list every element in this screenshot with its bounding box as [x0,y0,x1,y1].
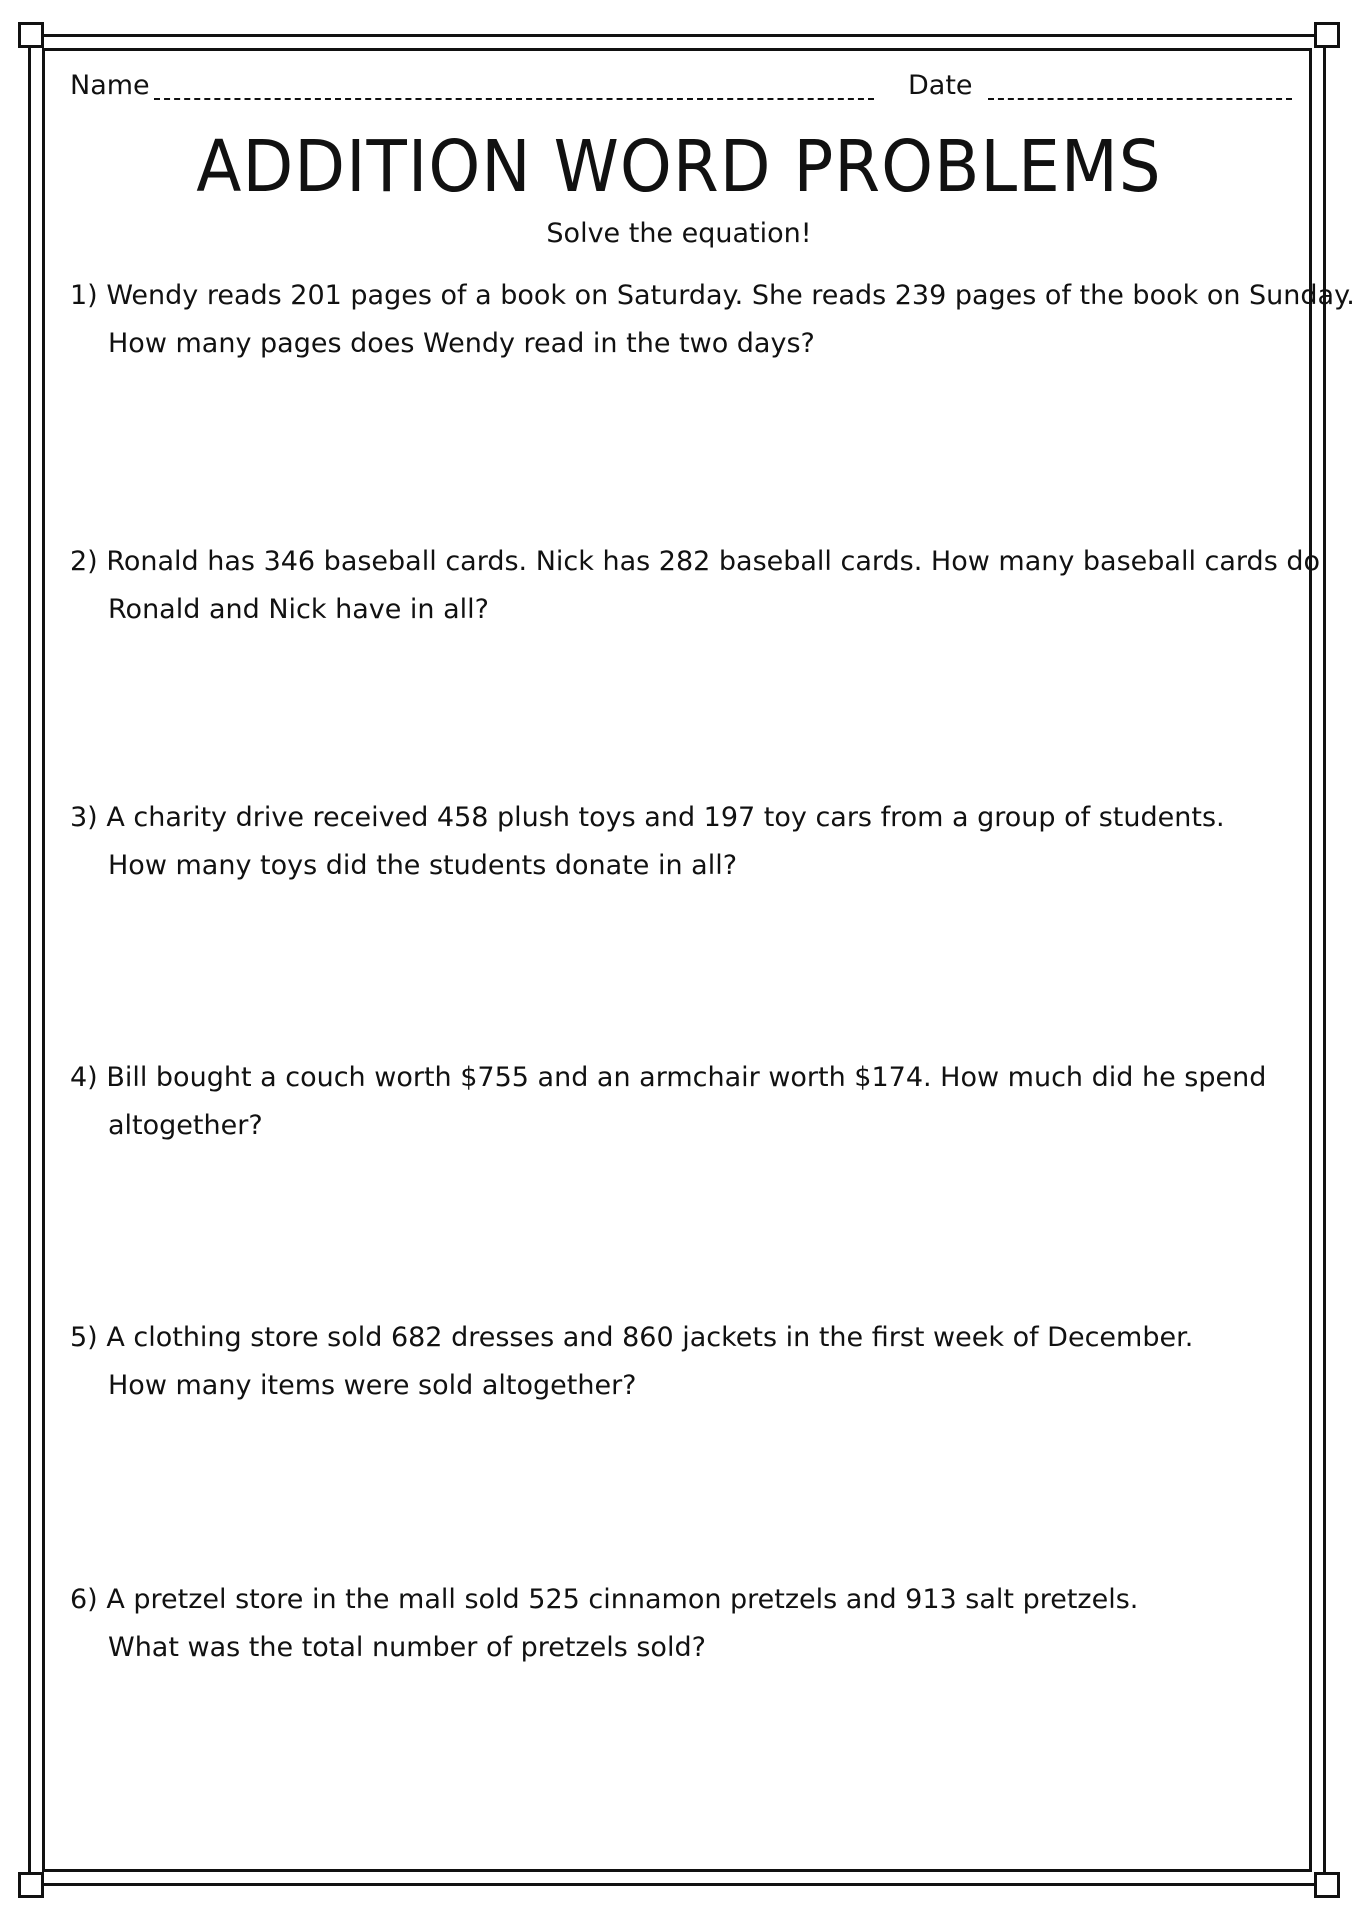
problem-6-text: A pretzel store in the mall sold 525 cinnamon pretzels and 913 salt pretzels. [106,1584,1139,1615]
problem-3-text: A charity drive received 458 plush toys and 197 toy cars from a group of students. [106,802,1225,833]
problem-3-line-2: How many toys did the students donate in all? [108,850,738,881]
problem-2-line-1 [70,538,1321,586]
problem-3-line-1 [70,794,1300,842]
name-date-header [70,66,1292,106]
problem-6 [70,1576,1300,1672]
problem-3 [70,794,1300,890]
corner-square-top-right [1314,22,1340,48]
date-label: Date [908,70,973,101]
problem-1-line-1 [70,272,1355,320]
problem-2 [70,538,1321,634]
problem-5 [70,1314,1300,1410]
date-write-line[interactable] [988,98,1292,100]
instructions: Solve the equation! [546,218,812,249]
problem-4 [70,1054,1300,1150]
name-write-line[interactable] [154,98,874,100]
problem-2-line-2: Ronald and Nick have in all? [108,594,489,625]
page-title: ADDITION WORD PROBLEMS [196,124,1162,209]
problem-5-line-1 [70,1314,1300,1362]
problem-4-text: Bill bought a couch worth $755 and an armchair worth $174. How much did he spend [106,1062,1267,1093]
problem-2-number: 2) [70,546,98,577]
problem-4-number: 4) [70,1062,98,1093]
problem-4-line-2: altogether? [108,1110,263,1141]
problem-6-number: 6) [70,1584,98,1615]
problem-5-line-2: How many items were sold altogether? [108,1370,637,1401]
problem-5-text: A clothing store sold 682 dresses and 860 jackets in the first week of December. [106,1322,1194,1353]
problem-1-text: Wendy reads 201 pages of a book on Saturday. She reads 239 pages of the book on Sunday. [106,280,1355,311]
corner-square-bottom-left [18,1872,44,1898]
problem-5-number: 5) [70,1322,98,1353]
problem-1 [70,272,1355,368]
problem-4-line-1 [70,1054,1300,1102]
problem-2-text: Ronald has 346 baseball cards. Nick has 282 baseball cards. How many baseball cards do [106,546,1321,577]
problem-3-number: 3) [70,802,98,833]
problem-6-line-2: What was the total number of pretzels sold? [108,1632,706,1663]
corner-square-top-left [18,22,44,48]
corner-square-bottom-right [1314,1872,1340,1898]
problem-1-number: 1) [70,280,98,311]
problem-6-line-1 [70,1576,1300,1624]
problem-1-line-2: How many pages does Wendy read in the two days? [108,328,815,359]
name-label: Name [70,70,150,101]
